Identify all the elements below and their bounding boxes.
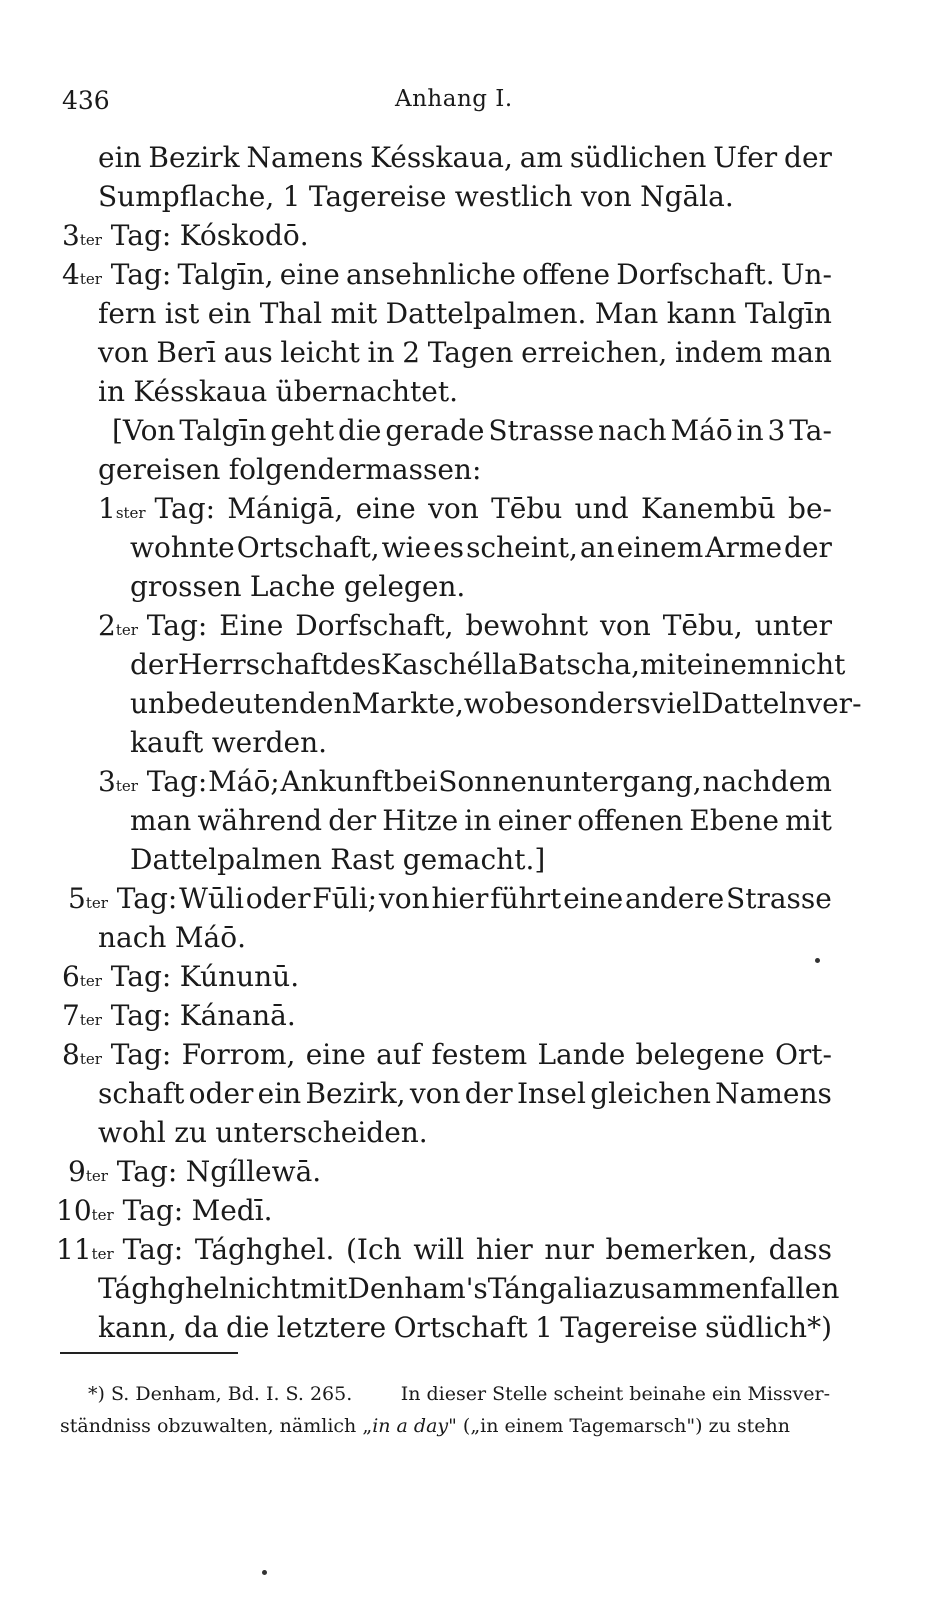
text-line: 9 ter Tag: Ngíllewā.: [68, 1152, 330, 1192]
text-line: 8 ter Tag: Forrom, eine auf festem Lande belegene Ort-: [62, 1035, 832, 1075]
day-ordinal: 3: [62, 219, 80, 252]
text-line: Dattelpalmen Rast gemacht.]: [130, 843, 546, 876]
day-ordinal: 4: [62, 258, 80, 291]
day-ordinal: 2: [98, 609, 116, 642]
text-line: der Herrschaft des Kaschélla Batscha, mit einem nicht: [130, 648, 846, 681]
day-ordinal: 11: [56, 1233, 92, 1266]
text-line: 11 ter Tag: Tághghel. (Ich will hier nur bemerken, dass: [56, 1230, 832, 1270]
text-line: Tághghel nicht mit Denham's Tángalia zusammenfallen: [98, 1272, 840, 1305]
footnote-italic: in a day: [372, 1415, 449, 1437]
text-line: 6 ter Tag: Kúnunū.: [62, 957, 320, 997]
page-number: 436: [62, 86, 110, 115]
speck: [815, 958, 820, 963]
day-ordinal: 1: [98, 492, 116, 525]
text-line: unbedeutenden Markte, wo besonders viel Datteln ver-: [130, 687, 862, 720]
text-line: gereisen folgendermassen:: [98, 453, 482, 486]
text-line: von Berī aus leicht in 2 Tagen erreichen, indem man: [98, 336, 832, 369]
footnote-text-a: ständniss obzuwalten, nämlich „in a day" („in einem Tagemarsch") zu stehn: [60, 1415, 790, 1437]
text-line: 10 ter Tag: Medī.: [56, 1191, 290, 1231]
text-line: 5 ter Tag: Wūli oder Fūli; von hier führt eine andere Strasse: [68, 879, 832, 919]
footnote-text: In dieser Stelle scheint beinahe ein Missver-: [400, 1383, 830, 1405]
day-ordinal: 7: [62, 999, 80, 1032]
day-ordinal: 8: [62, 1038, 80, 1071]
text-line: fern ist ein Thal mit Dattelpalmen. Man kann Talgīn: [98, 297, 832, 330]
footnote-rule: [60, 1352, 238, 1354]
text-line: Sumpflache, 1 Tagereise westlich von Ngāla.: [98, 180, 734, 213]
text-line: 1 ster Tag: Mánigā, eine von Tēbu und Kanembū be-: [98, 489, 832, 529]
text-line: 4 ter Tag: Talgīn, eine ansehnliche offene Dorfschaft. Un-: [62, 255, 832, 295]
text-line: 7 ter Tag: Kánanā.: [62, 996, 320, 1036]
text-line: in Késskaua übernachtet.: [98, 375, 458, 408]
day-ordinal: 5: [68, 882, 86, 915]
text-line: man während der Hitze in einer offenen Ebene mit: [130, 804, 832, 837]
text-line: kann, da die letztere Ortschaft 1 Tagereise südlich*): [98, 1311, 832, 1344]
text-line: kauft werden.: [130, 726, 328, 759]
speck: [262, 1570, 267, 1575]
footnote-line-1: [60, 1378, 830, 1410]
text-line: 3 ter Tag: Máō; Ankunft bei Sonnenuntergang, nachdem: [98, 762, 832, 802]
text-line: grossen Lache gelegen.: [130, 570, 466, 603]
text-line: 3 ter Tag: Kóskodō.: [62, 216, 330, 256]
text-line: 2 ter Tag: Eine Dorfschaft, bewohnt von Tēbu, unter: [98, 606, 832, 646]
text-line: nach Máō.: [98, 921, 246, 954]
day-ordinal: 9: [68, 1155, 86, 1188]
day-ordinal: 3: [98, 765, 116, 798]
text-line: ein Bezirk Namens Késskaua, am südlichen Ufer der: [98, 141, 832, 174]
text-line: schaft oder ein Bezirk, von der Insel gleichen Namens: [98, 1077, 832, 1110]
footnote-ref: *) S. Denham, Bd. I. S. 265.: [88, 1383, 353, 1405]
day-ordinal: 10: [56, 1194, 92, 1227]
running-head: Anhang I.: [395, 86, 513, 112]
text-line: [Von Talgīn geht die gerade Strasse nach Máō in 3 Ta-: [112, 414, 832, 447]
footnote-line-2: [60, 1410, 830, 1442]
day-ordinal: 6: [62, 960, 80, 993]
text-line: wohl zu unterscheiden.: [98, 1116, 428, 1149]
text-line: wohnte Ortschaft, wie es scheint, an einem Arme der: [130, 531, 832, 564]
page-header: [0, 86, 930, 120]
